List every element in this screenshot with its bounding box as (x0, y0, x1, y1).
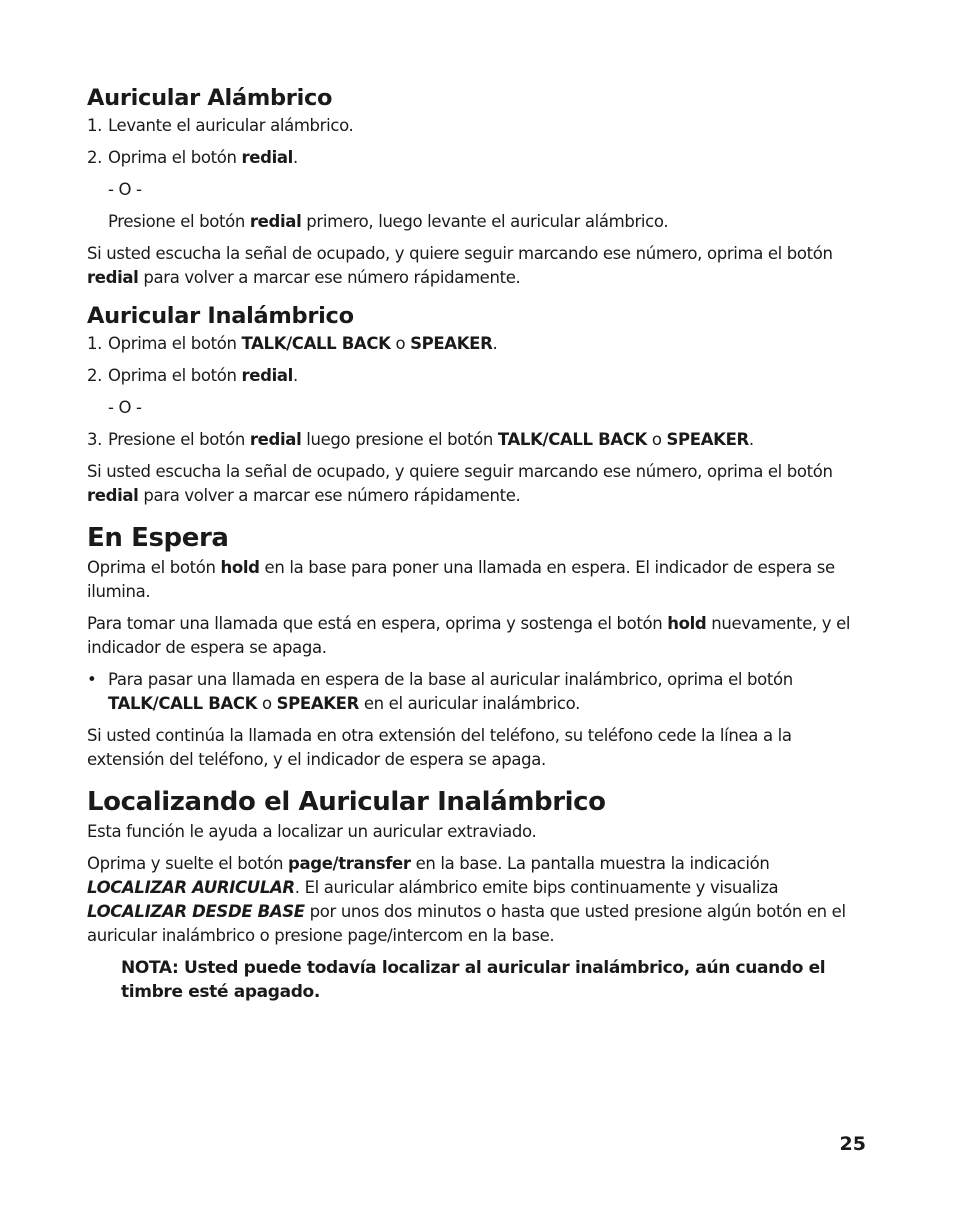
button-name-speaker: SPEAKER (666, 430, 749, 449)
busy-paragraph: Si usted escucha la señal de ocupado, y quiere seguir marcando ese número, oprima el botón redial para volver a marcar ese número rápidamente. (87, 462, 833, 505)
button-name-hold: hold (220, 558, 260, 577)
paragraph: Oprima y suelte el botón page/transfer en la base. La pantalla muestra la indicación LOCALIZAR AURICULAR. El auricular alámbrico emite bips continuamente y visualiza LOCALIZAR DESDE BASE por unos dos minutos o hasta que usted presione algún botón en el auricular inalámbrico o presione page/intercom en la base. (87, 854, 846, 945)
button-name-talk: TALK/CALL BACK (108, 694, 258, 713)
or-separator: - O - (108, 180, 142, 199)
list-item-text: Levante el auricular alámbrico. (108, 116, 354, 135)
busy-paragraph: Si usted escucha la señal de ocupado, y quiere seguir marcando ese número, oprima el botón redial para volver a marcar ese número rápidamente. (87, 244, 833, 287)
paragraph: Para tomar una llamada que está en espera, oprima y sostenga el botón hold nuevamente, y el indicador de espera se apaga. (87, 614, 851, 657)
page-number: 25 (839, 1133, 866, 1155)
list-number: 3. (87, 430, 103, 449)
bullet-icon: • (87, 670, 97, 689)
list-number: 2. (87, 366, 103, 385)
button-name-talk: TALK/CALL BACK (241, 334, 391, 353)
display-text-localizar-auricular: LOCALIZAR AURICULAR (87, 878, 295, 897)
list-number: 1. (87, 116, 103, 135)
display-text-localizar-desde-base: LOCALIZAR DESDE BASE (87, 902, 305, 921)
list-item-text: . (292, 148, 298, 167)
button-name-hold: hold (667, 614, 707, 633)
button-name-redial: redial (241, 148, 293, 167)
manual-page (87, 82, 867, 1004)
button-name-redial: redial (87, 268, 139, 287)
alternative-step: Presione el botón redial primero, luego levante el auricular alámbrico. (108, 212, 669, 231)
button-name-redial: redial (87, 486, 139, 505)
list-number: 1. (87, 334, 103, 353)
button-name-speaker: SPEAKER (276, 694, 359, 713)
button-name-redial: redial (241, 366, 293, 385)
list-item: 1. Oprima el botón TALK/CALL BACK o SPEAKER. (87, 332, 867, 356)
button-name-speaker: SPEAKER (410, 334, 493, 353)
list-number: 2. (87, 148, 103, 167)
note: NOTA: Usted puede todavía localizar al auricular inalámbrico, aún cuando el timbre esté apagado. (121, 958, 826, 1002)
list-item: 2. Oprima el botón redial. (87, 364, 867, 388)
list-item (87, 146, 867, 170)
section-title-en-espera: En Espera (87, 523, 229, 553)
button-name-redial: redial (249, 212, 302, 231)
bullet-item: • Para pasar una llamada en espera de la base al auricular inalámbrico, oprima el botón TALK/CALL BACK o SPEAKER en el auricular inalámbrico. (87, 670, 793, 713)
paragraph: Oprima el botón hold en la base para poner una llamada en espera. El indicador de espera se ilumina. (87, 558, 835, 601)
button-name-redial: redial (249, 430, 302, 449)
list-item: 3. Presione el botón redial luego presione el botón TALK/CALL BACK o SPEAKER. (87, 428, 867, 452)
section-title-auricular-inalambrico: Auricular Inalámbrico (87, 303, 354, 329)
paragraph: Esta función le ayuda a localizar un auricular extraviado. (87, 822, 537, 841)
list-item (87, 114, 867, 138)
list-item-text: Oprima el botón (108, 148, 242, 167)
section-title-auricular-alambrico: Auricular Alámbrico (87, 85, 333, 111)
section-title-localizando: Localizando el Auricular Inalámbrico (87, 787, 606, 817)
or-separator: - O - (108, 398, 142, 417)
paragraph: Si usted continúa la llamada en otra extensión del teléfono, su teléfono cede la línea a la extensión del teléfono, y el indicador de espera se apaga. (87, 726, 792, 769)
button-name-talk: TALK/CALL BACK (497, 430, 647, 449)
button-name-page-transfer: page/transfer (288, 854, 411, 873)
